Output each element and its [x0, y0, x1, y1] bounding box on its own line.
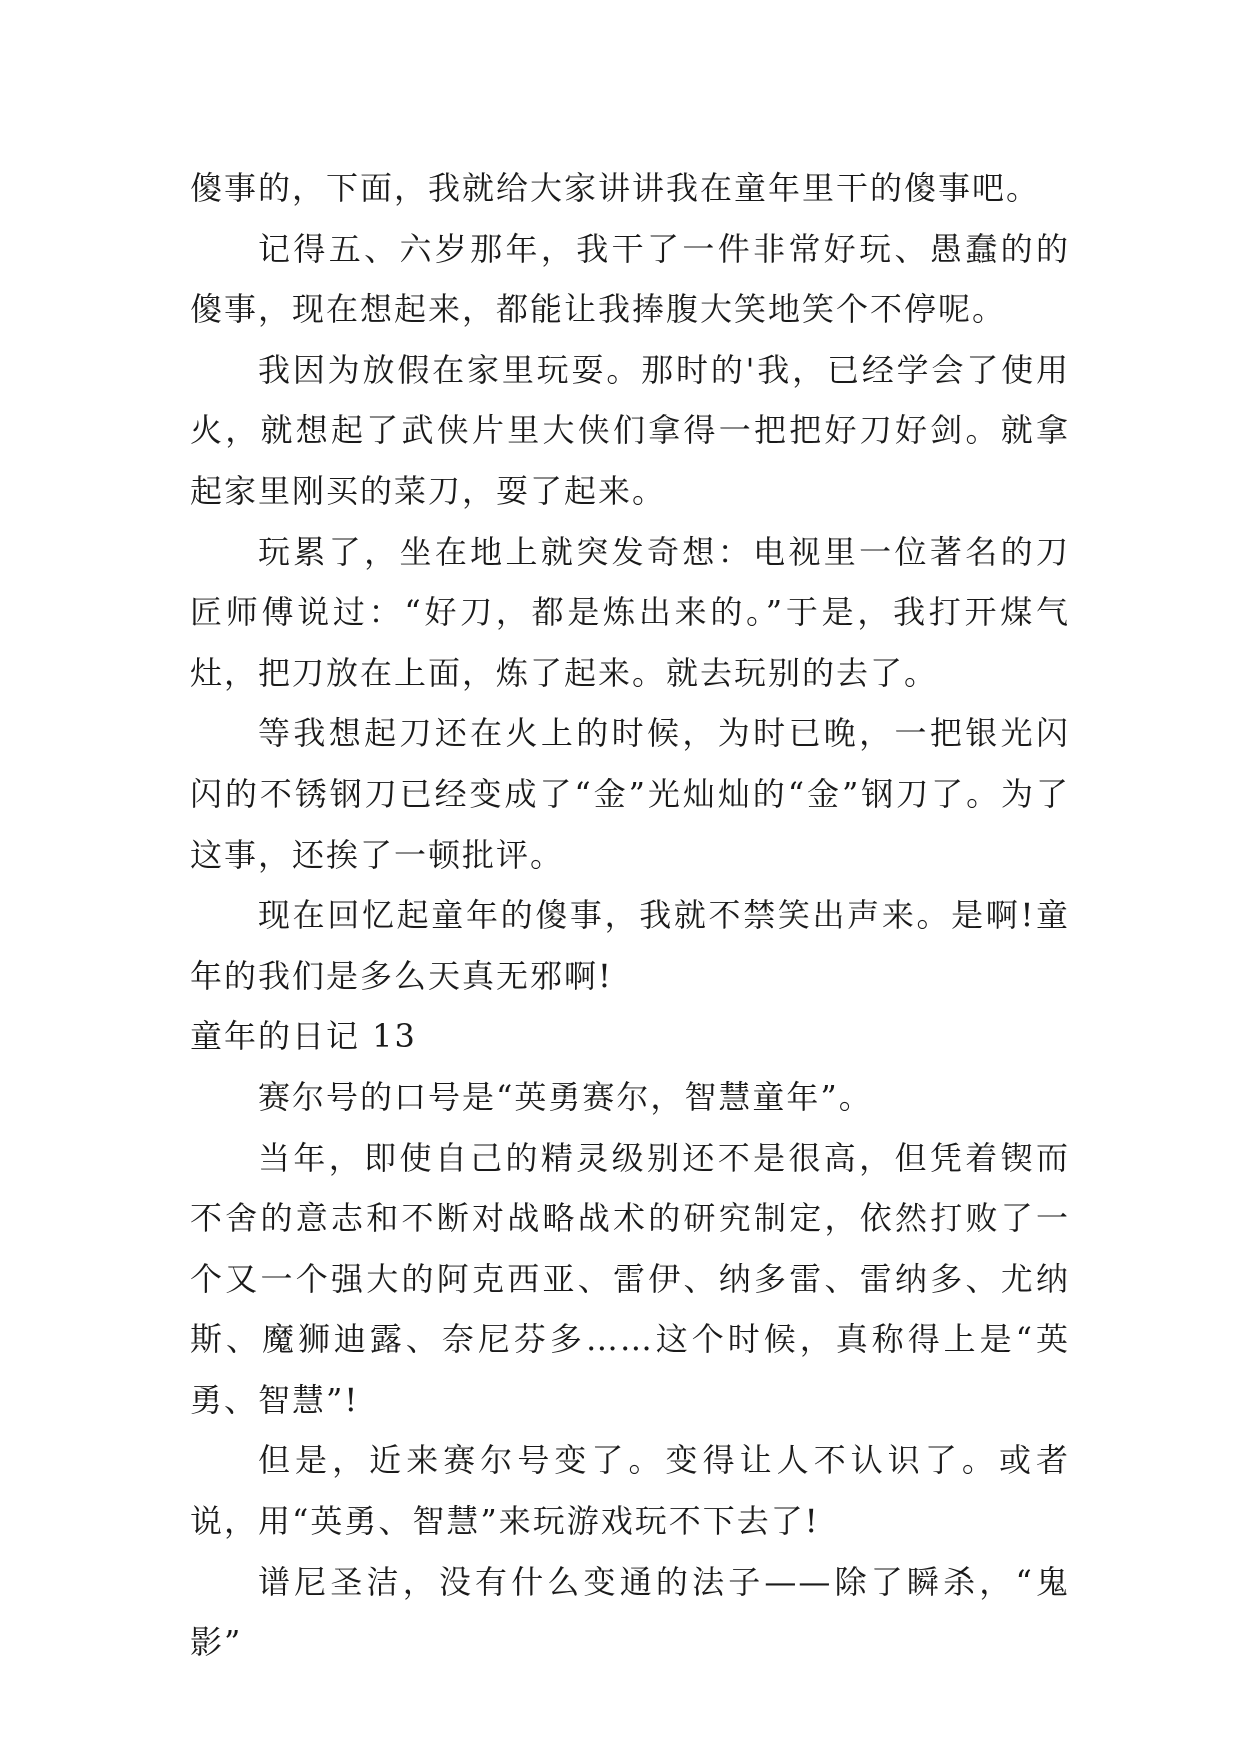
paragraph: 等我想起刀还在火上的时候，为时已晚，一把银光闪闪的不锈钢刀已经变成了“金”光灿灿的“金”钢刀了。为了这事，还挨了一顿批评。 [190, 714, 1070, 874]
paragraph: 现在回忆起童年的傻事，我就不禁笑出声来。是啊!童年的我们是多么天真无邪啊! [190, 896, 1070, 995]
paragraph: 但是，近来赛尔号变了。变得让人不认识了。或者说，用“英勇、智慧”来玩游戏玩不下去了! [190, 1441, 1070, 1541]
document-body [190, 158, 1070, 1673]
paragraph: 我因为放假在家里玩耍。那时的'我，已经学会了使用火，就想起了武侠片里大侠们拿得一把把好刀好剑。就拿起家里刚买的菜刀，耍了起来。 [190, 350, 1070, 510]
paragraph: 当年，即使自己的精灵级别还不是很高，但凭着锲而不舍的意志和不断对战略战术的研究制定，依然打败了一个又一个强大的阿克西亚、雷伊、纳多雷、雷纳多、尤纳斯、魔狮迪露、奈尼芬多……这个时候，真称得上是“英勇、智慧”! [190, 1138, 1070, 1419]
paragraph: 玩累了，坐在地上就突发奇想：电视里一位著名的刀匠师傅说过：“好刀，都是炼出来的。”于是，我打开煤气灶，把刀放在上面，炼了起来。就去玩别的去了。 [190, 532, 1070, 692]
paragraph: 记得五、六岁那年，我干了一件非常好玩、愚蠢的的傻事，现在想起来，都能让我捧腹大笑地笑个不停呢。 [190, 229, 1070, 329]
paragraph: 傻事的，下面，我就给大家讲讲我在童年里干的傻事吧。 [190, 169, 1041, 207]
paragraph: 谱尼圣洁，没有什么变通的法子——除了瞬杀，“鬼影” [190, 1562, 1070, 1662]
section-title: 童年的日记 13 [190, 1017, 417, 1056]
paragraph: 赛尔号的口号是“英勇赛尔，智慧童年”。 [258, 1077, 873, 1116]
